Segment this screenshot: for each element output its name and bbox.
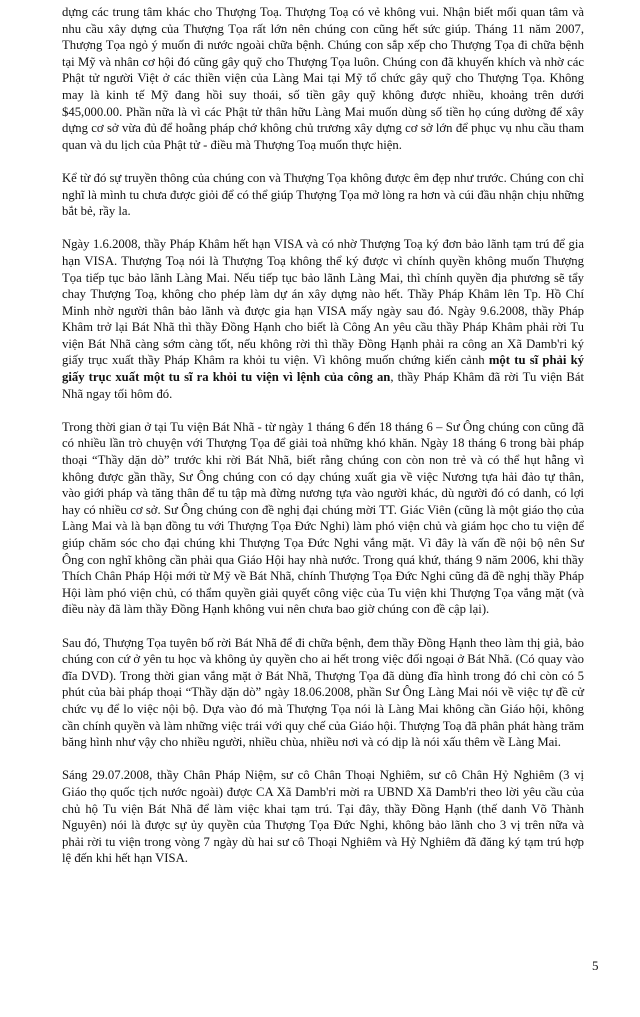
- paragraph-communication: Kể từ đó sự truyền thông của chúng con và Thượng Tọa không được êm đẹp như trước. Chúng con chỉ nghĩ là mình tu chưa được giỏi để có thể giúp Thượng Tọa mở lòng ra hơn và cúi đầu nhận chịu những bắt bẻ, rầy la.: [62, 170, 584, 219]
- paragraph-visa-bold: một tu sĩ phải ký giấy trục xuất một tu sĩ ra khỏi tu viện vì lệnh của công an: [62, 353, 584, 385]
- document-body: [62, 4, 584, 883]
- paragraph-fundraising: dựng các trung tâm khác cho Thượng Toạ. Thượng Toạ có vẻ không vui. Nhận biết mối quan tâm và nhu cầu xây dựng của Thượng Tọa rất lớn nên chúng con cũng hết sức giúp. Tháng 11 năm 2007, Thượng Tọa ngỏ ý muốn đi nước ngoài chữa bệnh. Chúng con sắp xếp cho Thượng Tọa đi chữa bệnh tại Mỹ và nhân cơ hội đó cũng gây quỹ cho Thượng Tọa luôn. Chúng con đã khuyến khích và nhờ các Phật tử người Việt ở các thiền viện của Làng Mai tại Mỹ tổ chức gây quỹ cho Thượng Tọa. Không may là kinh tế Mỹ đang hồi suy thoái, số tiền gây quỹ không được nhiều, khoảng trên dưới $45,000.00. Phần nữa là vì các Phật tử thân hữu Làng Mai muốn dùng số tiền họ cúng dường để xây dựng cơ sở vừa đủ để hoằng pháp chớ không chủ trương xây dựng cơ sở lớn để phục vụ nhu cầu tham quan và du lịch của Phật tử - điều mà Thượng Toạ muốn thực hiện.: [62, 5, 584, 152]
- paragraph-residence: Sáng 29.07.2008, thầy Chân Pháp Niệm, sư cô Chân Thoại Nghiêm, sư cô Chân Hỷ Nghiêm (3 vị Giáo thọ quốc tịch nước ngoài) được CA Xã Damb'ri mời ra UBND Xã Damb'ri theo lời yêu cầu của chủ hộ Tu viện Bát Nhã để làm việc khai tạm trú. Tại đây, thầy Đồng Hạnh (thế danh Võ Thành Nguyên) nói là được sự ủy quyền của Thượng Tọa Đức Nghi, không bảo lãnh cho 3 vị trên nữa và phải rời tu viện trong vòng 7 ngày dù hai sư cô Thoại Nghiêm và Hỷ Nghiêm đã đăng ký tạm trú hợp lệ đến khi hết hạn VISA.: [62, 768, 584, 866]
- paragraph-departure: Sau đó, Thượng Tọa tuyên bố rời Bát Nhã để đi chữa bệnh, đem thầy Đồng Hạnh theo làm thị giả, bảo chúng con cứ ở yên tu học và không ủy quyền cho ai hết trong việc đối ngoại ở Bát Nhã. (Có quay vào đĩa DVD). Trong thời gian vắng mặt ở Bát Nhã, Thượng Tọa đã dùng đĩa hình trong đó chỉ còn có 5 phút của bài pháp thoại “Thầy dặn dò” ngày 18.06.2008, phần Sư Ông Làng Mai nói về việc tự đề cử chức vụ để lo việc nội bộ. Dựa vào đó mà Thượng Tọa nói là Làng Mai không cần Giáo hội, không cần chính quyền và làm những việc trái với quy chế của Giáo hội. Thượng Toạ đã phân phát hàng trăm băng hình như vậy cho nhiều người, nhiều chùa, nhiều nơi và có dịp là nói xấu thêm về Làng Mai.: [62, 635, 584, 750]
- paragraph-visa-text: Ngày 1.6.2008, thầy Pháp Khâm hết hạn VISA và có nhờ Thượng Toạ ký đơn bảo lãnh tạm trú để gia hạn VISA. Thượng Toạ nói là Thượng Toạ không thể ký được vì chính quyền không muốn Thượng Tọa tiếp tục bảo lãnh Làng Mai. Nếu tiếp tục bảo lãnh Làng Mai, thì chính quyền địa phương sẽ tẩy chay Thượng Toạ, không cho phép làm dự án xây dựng nào hết. Thầy Pháp Khâm lên Tp. Hồ Chí Minh nhờ người thân bảo lãnh và được gia hạn VISA mấy ngày sau đó. Ngày 9.6.2008, thầy Pháp Khâm trở lại Bát Nhã thì thầy Đồng Hạnh cho biết là Công An yêu cầu thầy Pháp Khâm phải rời Tu viện Bát Nhã càng sớm càng tốt, nếu không rời thì thầy Đồng Hạnh phải ra công an Xã Damb'ri ký giấy trục xuất thầy Pháp Khâm ra khỏi tu viện. Vì không muốn chứng kiến cảnh: [62, 237, 584, 368]
- page-number: 5: [592, 958, 599, 973]
- paragraph-visa: [62, 236, 584, 402]
- paragraph-teaching: Trong thời gian ở tại Tu viện Bát Nhã - từ ngày 1 tháng 6 đến 18 tháng 6 – Sư Ông chúng con cũng đã có nhiều lần trò chuyện với Thượng Tọa để giải toả những khó khăn. Ngày 18 tháng 6 trong bài pháp thoại “Thầy dặn dò” trước khi rời Bát Nhã, biết rằng chúng con còn non trẻ và có thể hụt hẫng vì không được gần thầy, Sư Ông chúng con có dạy chúng xuất gia về việc Nương tựa hải đảo tự thân, vào giới pháp và tăng thân để tu tập mà đừng nương tựa vào người khác, dù người đó có danh, có lợi hay có nhiều cơ sở. Sư Ông chúng con đề nghị đại chúng mời TT. Giác Viên (cũng là một giáo thọ của Làng Mai và là bạn đồng tu với Thượng Tọa Đức Nghi) làm phó viện chủ và giám học cho tu viện để giúp chăm sóc cho đại chúng khi Thượng Tọa Đức Nghi vắng mặt. Vì đây là vấn đề nội bộ nên Sư Ông con nghĩ không cần phải qua Giáo Hội hay nhà nước. Trong quá khứ, tháng 9 năm 2006, khi thầy Thích Chân Pháp Hội mới từ Mỹ về Bát Nhã, chính Thượng Tọa Đức Nghi cũng đã đề nghị thầy Pháp Hội làm phó viện chủ, có thẩm quyền giải quyết công việc của Tu viện khi Thượng Tọa vắng mặt (và điều này đã làm thầy Đồng Hạnh không vui nên chưa bao giờ chúng con đề cập lại).: [62, 419, 584, 617]
- paragraph-visa-after: , thầy Pháp Khâm đã rời Tu viện Bát Nhã ngay tối hôm đó.: [62, 370, 584, 401]
